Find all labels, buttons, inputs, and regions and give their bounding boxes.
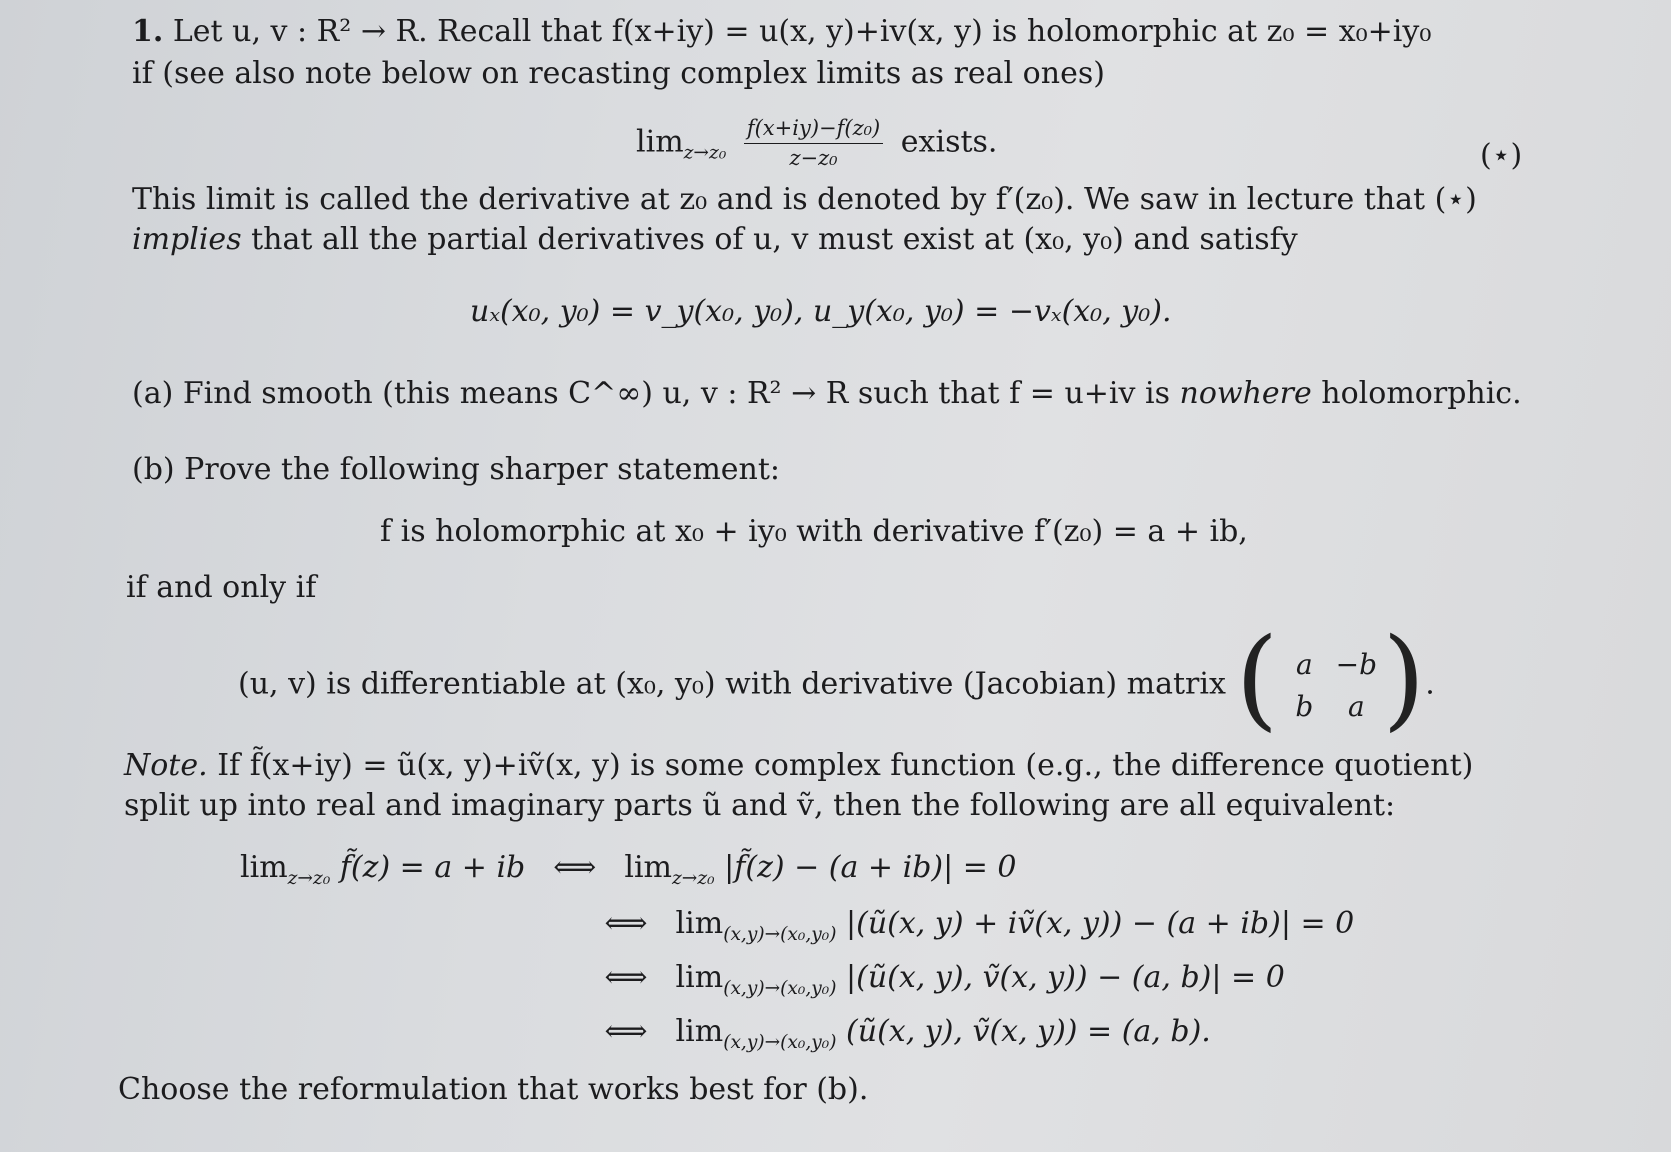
matrix-entry-12: −b	[1335, 648, 1378, 681]
part-b	[132, 452, 780, 488]
equivalence-1-left: f̃(z) = a + ib	[339, 850, 526, 885]
problem-statement-line-4	[132, 222, 1298, 258]
problem-number: 1.	[132, 14, 164, 49]
note-label: Note.	[124, 748, 208, 783]
lim-operator: lim	[675, 906, 724, 941]
lim-subscript-xy: (x,y)→(x₀,y₀)	[723, 924, 837, 945]
difference-quotient	[744, 116, 883, 171]
cauchy-riemann-equations: uₓ(x₀, y₀) = v_y(x₀, y₀), u_y(x₀, y₀) = −vₓ(x₀, y₀).	[470, 294, 1172, 329]
matrix-period: .	[1425, 666, 1435, 702]
part-b-statement-1: f is holomorphic at x₀ + iy₀ with derivative f′(z₀) = a + ib,	[380, 514, 1248, 549]
equivalence-row-2	[586, 906, 1355, 945]
part-a-label: (a)	[132, 376, 174, 411]
note-line-1-text: If f̃(x+iy) = ũ(x, y)+iṽ(x, y) is some complex function (e.g., the difference quotient)	[207, 748, 1474, 783]
part-a-text-2: holomorphic.	[1311, 376, 1522, 411]
lim-subscript-z: z→z₀	[671, 868, 715, 889]
lim-subscript-xy: (x,y)→(x₀,y₀)	[723, 978, 837, 999]
emphasis-nowhere: nowhere	[1179, 376, 1312, 411]
part-b-iff-text: if and only if	[126, 570, 317, 605]
derivative-limit-definition	[636, 116, 997, 171]
equivalence-row-3	[586, 960, 1285, 999]
lim-operator: lim	[624, 850, 672, 885]
part-b-text: Prove the following sharper statement:	[174, 452, 781, 487]
lim-subscript-xy: (x,y)→(x₀,y₀)	[723, 1032, 837, 1053]
jacobian-matrix: ( a −b b a ).	[1235, 613, 1435, 742]
equivalence-row-4	[586, 1014, 1211, 1053]
part-b-statement-2	[238, 613, 1435, 742]
matrix-entry-21: b	[1295, 689, 1314, 723]
iff-symbol: ⟺	[553, 850, 597, 885]
lim-operator: lim	[675, 960, 724, 995]
problem-line-4-rest: that all the partial derivatives of u, v must exist at (x₀, y₀) and satisfy	[241, 222, 1298, 257]
equivalence-3-right: |(ũ(x, y), ṽ(x, y)) − (a, b)| = 0	[846, 960, 1285, 995]
limit-subscript: z→z₀	[683, 142, 727, 164]
lim-operator: lim	[675, 1014, 724, 1049]
emphasis-implies: implies	[132, 222, 242, 257]
equivalence-4-right: (ũ(x, y), ṽ(x, y)) = (a, b).	[846, 1014, 1211, 1049]
part-b-label: (b)	[132, 452, 175, 487]
matrix-entry-11: a	[1296, 648, 1313, 681]
difference-quotient-numerator: f(x+iy)−f(z₀)	[744, 116, 883, 144]
iff-symbol: ⟺	[604, 906, 648, 941]
star-label: (⋆)	[1480, 138, 1523, 173]
lim-operator: lim	[240, 850, 288, 885]
part-a-text-1: Find smooth (this means C^∞) u, v : R² → R such that f = u+iv is	[173, 376, 1180, 411]
equivalence-1-right: |f̃(z) − (a + ib)| = 0	[724, 850, 1017, 885]
iff-symbol: ⟺	[604, 960, 648, 995]
closing-instruction: Choose the reformulation that works best for (b).	[118, 1072, 869, 1107]
problem-statement-line-1	[132, 14, 1431, 50]
part-a	[132, 376, 1522, 412]
part-b-statement-2-text: (u, v) is differentiable at (x₀, y₀) with derivative (Jacobian) matrix	[238, 666, 1226, 702]
equivalence-2-right: |(ũ(x, y) + iṽ(x, y)) − (a + ib)| = 0	[846, 906, 1355, 941]
problem-statement-line-3: This limit is called the derivative at z₀ and is denoted by f′(z₀). We saw in lecture that (⋆)	[132, 182, 1477, 217]
difference-quotient-denominator: z−z₀	[789, 146, 838, 171]
note-line-1	[124, 748, 1473, 784]
matrix-entry-22: a	[1348, 689, 1365, 723]
iff-symbol: ⟺	[604, 1014, 648, 1049]
lim-subscript-z: z→z₀	[287, 868, 331, 889]
limit-exists-text: exists.	[900, 124, 998, 160]
note-line-2: split up into real and imaginary parts ũ and ṽ, then the following are all equivalent:	[124, 788, 1396, 823]
problem-line-1-text: Let u, v : R² → R. Recall that f(x+iy) = u(x, y)+iv(x, y) is holomorphic at z₀ = x₀+iy₀	[172, 14, 1432, 49]
equivalence-row-1	[240, 850, 1017, 889]
problem-statement-line-2: if (see also note below on recasting complex limits as real ones)	[132, 56, 1105, 91]
limit-operator: lim	[636, 124, 684, 160]
